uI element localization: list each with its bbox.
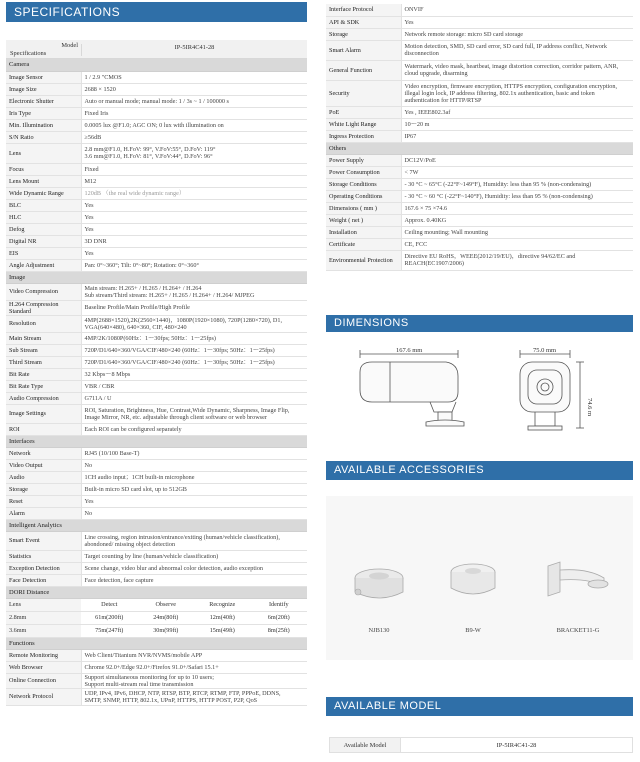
spec-label: Installation [326,226,401,238]
spec-label: Storage Conditions [326,178,401,190]
spec-row [6,531,307,550]
spec-label: Storage [326,28,401,40]
section-heading: Interfaces [6,435,307,447]
accessory-njb130 [344,552,414,634]
spec-row [6,483,307,495]
spec-value: - 30 °C ~ 65°C (-22°F~149°F), Humidity: less than 95 % (non-condensing) [401,178,633,190]
section-heading: DORI Distance [6,586,307,598]
spec-row [6,447,307,459]
spec-row [326,16,633,28]
spec-row [6,247,307,259]
spec-row [6,380,307,392]
specifications-header: SPECIFICATIONS [6,2,307,22]
spec-row [6,550,307,562]
spec-value: Web Client/Titanium NVR/NVMS/mobile APP [81,649,307,661]
spec-value: Yes [81,495,307,507]
spec-row [6,187,307,199]
spec-row [6,223,307,235]
spec-value: Face detection, face capture [81,574,307,586]
width-dimension-label: 75.0 mm [533,347,557,354]
spec-value: RJ45 (10/100 Base-T) [81,447,307,459]
dori-lens-cell: 2.8mm [6,612,81,624]
spec-label: Remote Monitoring [6,649,81,661]
available-model-row [329,737,633,753]
spec-label: Face Detection [6,574,81,586]
accessory-label: NJB130 [368,627,390,634]
spec-label: Certificate [326,238,401,250]
camera-front-view [520,350,584,430]
length-dimension-label: 167.6 mm [396,347,423,354]
spec-row [6,332,307,344]
spec-value: 10～20 m [401,118,633,130]
spec-label: Angle Adjustment [6,259,81,271]
dori-cell: 24m(80ft) [153,613,179,621]
spec-row [6,344,307,356]
spec-label: S/N Ratio [6,131,81,143]
spec-label: Lens [6,143,81,163]
spec-row [326,190,633,202]
spec-row [326,80,633,106]
dori-cell: 15m(49ft) [209,626,235,634]
spec-label: Main Stream [6,332,81,344]
spec-row [326,40,633,60]
spec-row [6,199,307,211]
section-heading: Functions [6,637,307,649]
spec-row [6,163,307,175]
spec-value: Yes [81,247,307,259]
spec-value: VBR / CBR [81,380,307,392]
spec-row [326,130,633,142]
spec-row [326,118,633,130]
wall-bracket-icon [538,552,618,612]
spec-row [326,250,633,270]
spec-row [6,404,307,423]
dimensions-drawing [330,340,630,440]
spec-value: DC12V/PoE [401,154,633,166]
model-header-value: IP-5IR4C41-28 [81,44,307,56]
spec-label: White Light Range [326,118,401,130]
spec-row [6,300,307,315]
spec-row [326,202,633,214]
accessory-label: B9-W [465,627,481,634]
spec-label: Resolution [6,315,81,332]
camera-dimension-diagram [330,340,630,440]
dori-cell: 75m(247ft) [95,626,124,634]
spec-label: Lens Mount [6,175,81,187]
spec-row [326,28,633,40]
spec-row [6,211,307,223]
spec-label: Power Consumption [326,166,401,178]
spec-label: Image Settings [6,404,81,423]
spec-label: Network Protocol [6,688,81,705]
spec-label: Defog [6,223,81,235]
spec-row [6,574,307,586]
spec-row [6,673,307,688]
available-model-value: IP-5IR4C41-28 [400,738,632,752]
spec-value: < 7W [401,166,633,178]
section-heading: Camera [6,59,307,71]
dori-cell: 30m(99ft) [153,626,179,634]
accessory-b9-w [438,552,508,634]
spec-label: Exception Detection [6,562,81,574]
spec-value: Pan: 0°~360°; Tilt: 0°~80°; Rotation: 0°~360° [81,259,307,271]
spec-value: Yes [81,211,307,223]
specifications-table-continued [326,4,633,271]
spec-row [6,107,307,119]
spec-value: Motion detection, SMD, SD card error, SD card full, IP address conflict, Network disconnection [401,40,633,60]
section-heading-row [6,519,307,531]
spec-label: Audio Compression [6,392,81,404]
spec-row [6,283,307,300]
spec-value: 3D DNR [81,235,307,247]
dori-cell: Identify [268,600,289,608]
spec-value: IP67 [401,130,633,142]
dimensions-header: DIMENSIONS [326,315,633,332]
spec-label: Video Compression [6,283,81,300]
available-model-label: Available Model [330,738,400,752]
available-model-header: AVAILABLE MODEL [326,697,633,716]
spec-value: 720P/D1/640×360/VGA/CIF/480×240 (60Hz：1～30fps; 50Hz：1～25fps) [81,344,307,356]
spec-label: Reset [6,495,81,507]
spec-row [6,392,307,404]
spec-value: ROI, Saturation, Brightness, Hue, Contrast,Wide Dynamic, Sharpness, Image Flip, Image Mirror, NR, etc. adjustable through client software or web browser [81,404,307,423]
section-heading: Intelligent Analytics [6,519,307,531]
spec-label: Dimensions ( mm ) [326,202,401,214]
spec-value: UDP, IPv4, IPv6, DHCP, NTP, RTSP, BTP, RTCP, RTMP, FTP, PPPoE, DDNS, SMTP, SNMP, HTTP, 802.1x, UPnP, HTTPS, HTTP POST, P2P, QoS [81,688,307,705]
spec-value: 32 Kbps～8 Mbps [81,368,307,380]
spec-row [326,214,633,226]
spec-value: 1 / 2.9 "CMOS [81,71,307,83]
spec-value: 167.6 × 75 ×74.6 [401,202,633,214]
spec-value: Support simultaneous monitoring for up to 10 users; Support multi-stream real time transmission [81,673,307,688]
spec-label: Wide Dynamic Range [6,187,81,199]
section-heading-row [6,59,307,71]
spec-row [6,356,307,368]
spec-label: PoE [326,106,401,118]
spec-row [6,95,307,107]
spec-value: ONVIF [401,4,633,16]
spec-row [326,238,633,250]
spec-label: Iris Type [6,107,81,119]
spec-row [6,649,307,661]
dori-lens-cell: Lens [6,599,81,611]
height-dimension-label: 74.6 m [586,398,593,417]
spec-value: Ceiling mounting; Wall mounting [401,226,633,238]
spec-label: Web Browser [6,661,81,673]
spec-value: Yes [81,199,307,211]
spec-value: 4MP(2688×1520),2K(2560×1440)，1080P(1920×1080), 720P(1280×720), D1, VGA(640×480), 640×360, CIF, 480×240 [81,315,307,332]
spec-value: M12 [81,175,307,187]
spec-label: Sub Stream [6,344,81,356]
spec-value: 2688 × 1520 [81,83,307,95]
spec-row [6,661,307,673]
spec-row [326,60,633,80]
spec-label: Operating Conditions [326,190,401,202]
spec-label: Ingress Protection [326,130,401,142]
spec-value: 720P/D1/640×360/VGA/CIF/480×240 (60Hz：1～30fps; 50Hz：1～25fps) [81,356,307,368]
spec-label: Min. Illumination [6,119,81,131]
spec-label: BLC [6,199,81,211]
dori-cell: Recognize [209,600,236,608]
spec-value: Directive EU RoHS，WEEE(2012/19/EU)，directive 94/62/EC and REACH(EC1907/2006) [401,250,633,270]
spec-row [6,235,307,247]
section-heading-row [6,435,307,447]
camera-side-view [360,350,464,426]
specifications-table [6,59,307,706]
dori-header-row [6,598,307,611]
dori-row [6,611,307,624]
spec-value: 120dB （the real wide dynamic range） [81,187,307,199]
spec-value: Video encryption, firmware encryption, HTTPS encryption, configuration encryption, illegal login lock, IP address filtering, 802.1x authentication, basic and token authentication for HTTP/RTSP [401,80,633,106]
spec-label: Statistics [6,550,81,562]
spec-value: Network remote storage: micro SD card storage [401,28,633,40]
spec-value: Auto or manual mode; manual mode: 1 / 3s ~ 1 / 100000 s [81,95,307,107]
spec-label: Weight ( net ) [326,214,401,226]
spec-value: Yes [401,16,633,28]
spec-value: Baseline Profile/Main Profile/High Profile [81,300,307,315]
section-heading-row [6,586,307,598]
spec-label: HLC [6,211,81,223]
spec-label: General Function [326,60,401,80]
spec-value: No [81,507,307,519]
dori-cell: 61m(200ft) [95,613,124,621]
spec-label: Video Output [6,459,81,471]
spec-row [326,106,633,118]
spec-label: Electronic Shutter [6,95,81,107]
spec-row [326,226,633,238]
accessories-panel [326,496,633,660]
spec-value: 0.0005 lux @F1.0; AGC ON; 0 lux with illumination on [81,119,307,131]
spec-label: Security [326,80,401,106]
section-heading: Others [326,142,633,154]
spec-label: Bit Rate [6,368,81,380]
dori-lens-cell: 3.6mm [6,625,81,637]
spec-row [6,83,307,95]
spec-label: Image Size [6,83,81,95]
spec-label: ROI [6,423,81,435]
spec-value: Line crossing, region intrusion/entrance/exiting (human/vehicle classification), abondoned/ missing object detection [81,531,307,550]
accessory-label: BRACKET11-G [556,627,600,634]
spec-label: Image Sensor [6,71,81,83]
spec-row [6,119,307,131]
spec-label: EIS [6,247,81,259]
spec-value: CE, FCC [401,238,633,250]
spec-label: Audio [6,471,81,483]
spec-value: 4MP/2K/1080P(60Hz：1～30fps; 50Hz：1～25fps) [81,332,307,344]
spec-label: Bit Rate Type [6,380,81,392]
spec-value: Fixed Iris [81,107,307,119]
spec-label: Storage [6,483,81,495]
spec-row [6,175,307,187]
spec-label: Network [6,447,81,459]
section-heading-row [6,637,307,649]
spec-row [326,166,633,178]
spec-value: ≥56dB [81,131,307,143]
dori-cell: 12m(40ft) [209,613,235,621]
spec-row [6,368,307,380]
model-header-label: Model Specifications [10,42,78,57]
spec-row [6,315,307,332]
section-heading-row [6,271,307,283]
spec-row [326,4,633,16]
dori-cell: Detect [101,600,118,608]
spec-row [6,71,307,83]
spec-row [326,178,633,190]
spec-row [6,423,307,435]
spec-row [6,459,307,471]
dori-row [6,624,307,637]
dori-cell: Observe [155,600,177,608]
spec-row [6,259,307,271]
spec-value: Scene change, video blur and abnormal color detection, audio exception [81,562,307,574]
section-heading: Image [6,271,307,283]
spec-label: Alarm [6,507,81,519]
spec-label: API & SDK [326,16,401,28]
spec-label: Smart Alarm [326,40,401,60]
spec-value: 2.8 mm@F1.0, H.FoV: 99°, V.FoV:55°, D.FoV: 119° 3.6 mm@F1.0, H.FoV: 81°, V.FoV:44°, D.FoV: 96° [81,143,307,163]
spec-value: 1CH audio input；1CH built-in microphone [81,471,307,483]
spec-value: G711A / U [81,392,307,404]
spec-label: Online Connection [6,673,81,688]
spec-row [326,154,633,166]
accessory-bracket11-g [538,552,618,634]
junction-box-icon [344,552,414,612]
spec-row [6,688,307,705]
spec-value: - 30 °C ~ 60 °C (-22°F~140°F), Humidity: less than 95 % (non-condensing) [401,190,633,202]
spec-label: Power Supply [326,154,401,166]
spec-label: Focus [6,163,81,175]
spec-value: Approx. 0.40KG [401,214,633,226]
spec-row [6,495,307,507]
dori-cell: 6m(20ft) [267,613,290,621]
spec-value: No [81,459,307,471]
junction-box-round-icon [438,552,508,612]
spec-label: Environmental Protection [326,250,401,270]
spec-row [6,471,307,483]
spec-label: Smart Event [6,531,81,550]
section-heading-row [326,142,633,154]
spec-value: Built-in micro SD card slot, up to 512GB [81,483,307,495]
spec-label: Digital NR [6,235,81,247]
spec-value: Fixed [81,163,307,175]
spec-value: Target counting by line (human/vehicle classification) [81,550,307,562]
spec-value: Main stream: H.265+ / H.265 / H.264+ / H.264 Sub stream/Third stream: H.265+ / H.265 / H.264+ / H.264/ MJPEG [81,283,307,300]
spec-value: Yes [81,223,307,235]
spec-label: Interface Protocol [326,4,401,16]
model-header-row [6,40,307,59]
spec-label: Third Stream [6,356,81,368]
spec-row [6,507,307,519]
spec-row [6,143,307,163]
spec-row [6,562,307,574]
dori-cell: 8m(25ft) [267,626,290,634]
spec-value: Watermark, video mask, heartbeat, image distortion correction, corridor pattern, ANR, cloud upgrade, disarming [401,60,633,80]
accessories-header: AVAILABLE ACCESSORIES [326,461,633,480]
spec-row [6,131,307,143]
spec-value: Yes , IEEE802.3af [401,106,633,118]
spec-label: H.264 Compression Standard [6,300,81,315]
spec-value: Chrome 92.0+/Edge 92.0+/Firefox 91.0+/Safari 15.1+ [81,661,307,673]
spec-value: Each ROI can be configured separately [81,423,307,435]
